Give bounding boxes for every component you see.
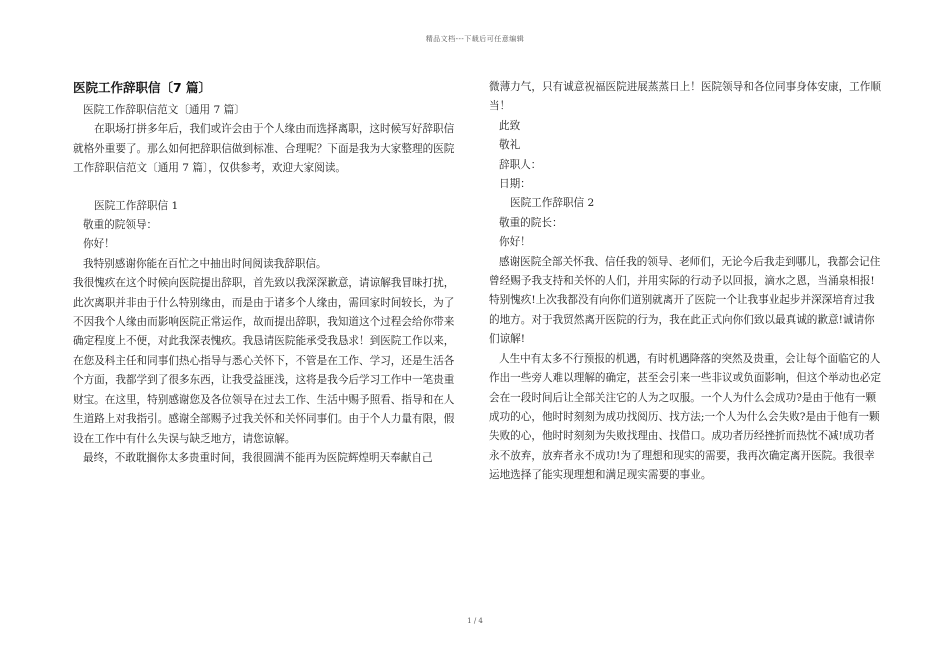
closing-jingli: 敬礼 bbox=[499, 139, 521, 152]
letter2-paragraph-2: 人生中有太多不行预报的机遇，有时机遇降落的突然及贵重，会让每个面临它的人作出一些旁人难以理解的确定，甚至会引来一些非议或负面影响，但这个举动也必定会在一段时间后让全部关注它的人为之叹服。一个人为什么会成功?是由于他有一颗成功的心，他时时刻刻为成功找阅历、找方法;一个人为什么会失败?是由于他有一颗失败的心，他时时刻刻为失败找理由、找借口。成功者历经挫折而热忱不减!成功者永不放弃，放弃者永不成功!为了理想和现实的需要，我再次确定离开医院。我很幸运地选择了能实现理想和满足现实需要的事业。 bbox=[489, 352, 881, 482]
closing-cizhi: 此致 bbox=[499, 119, 521, 132]
letter2-title: 医院工作辞职信 2 bbox=[510, 197, 595, 210]
letter2-paragraph-1: 感谢医院全部关怀我、信任我的领导、老师们，无论今后我走到哪儿，我都会记住曾经赐予我支持和关怀的人们，并用实际的行动予以回报，滴水之恩，当涌泉相报!特别愧疚!上次我都没有向你们道别就离开了医院一个让我事业起步并深深培育过我的地方。对于我贸然离开医院的行为，我在此正式向你们致以最真诚的歉意!诚请你们谅解! bbox=[489, 255, 881, 346]
left-column bbox=[73, 78, 460, 468]
letter1-title: 医院工作辞职信 1 bbox=[94, 199, 179, 212]
letter1-continuation: 微薄力气，只有诚意祝福医院进展蒸蒸日上！医院领导和各位同事身体安康，工作顺当！ bbox=[489, 81, 881, 113]
page-number: 1 / 4 bbox=[467, 617, 483, 625]
signer-line: 辞职人： bbox=[499, 158, 542, 171]
letter1-body: 我很愧疚在这个时候向医院提出辞职，首先致以我深深歉意，请谅解我冒昧打扰，此次离职并非由于什么特别缘由，而是由于诸多个人缘由，需回家时间较长，为了不因我个人缘由而影响医院正常运作，故而提出辞职，我知道这个过程会给你带来确定程度上不便，对此我深表愧疚。我恳请医院能承受我恳求！到医院工作以来，在您及科主任和同事们热心指导与悉心关怀下，不管是在工作、学习，还是生活各个方面，我都学到了很多东西，让我受益匪浅，这将是我今后学习工作中一笔贵重财宝。在这里，特别感谢您及各位领导在过去工作、生活中赐予照看、指导和在人生道路上对我指引。感谢全部赐予过我关怀和关怀同事们。由于个人力量有限，假设在工作中有什么失误与缺乏地方，请您谅解。 bbox=[73, 277, 455, 445]
letter2-salutation: 敬重的院长： bbox=[499, 216, 563, 229]
document-title: 医院工作辞职信〔7 篇〕 bbox=[73, 80, 212, 95]
letter1-greeting: 你好！ bbox=[83, 238, 115, 251]
document-subtitle: 医院工作辞职信范文〔通用 7 篇〕 bbox=[83, 104, 245, 116]
letter2-greeting: 你好！ bbox=[499, 236, 531, 249]
intro-paragraph: 在职场打拼多年后，我们或许会由于个人缘由而选择离职，这时候写好辞职信就格外重要了。那么如何把辞职信做到标准、合理呢？下面是我为大家整理的医院工作辞职信范文〔通用 7 篇〕，仅供参考，欢迎大家阅读。 bbox=[73, 123, 455, 175]
right-column bbox=[489, 78, 884, 486]
letter1-closing-para: 最终，不敢耽搁你太多贵重时间，我很圆满不能再为医院辉煌明天奉献自己 bbox=[83, 451, 433, 464]
page-header-note: 精品文档---下载后可任意编辑 bbox=[425, 35, 525, 43]
letter1-thanks: 我特别感谢你能在百忙之中抽出时间阅读我辞职信。 bbox=[83, 257, 327, 270]
letter1-salutation: 敬重的院领导： bbox=[83, 219, 158, 232]
date-line: 日期： bbox=[499, 178, 531, 191]
